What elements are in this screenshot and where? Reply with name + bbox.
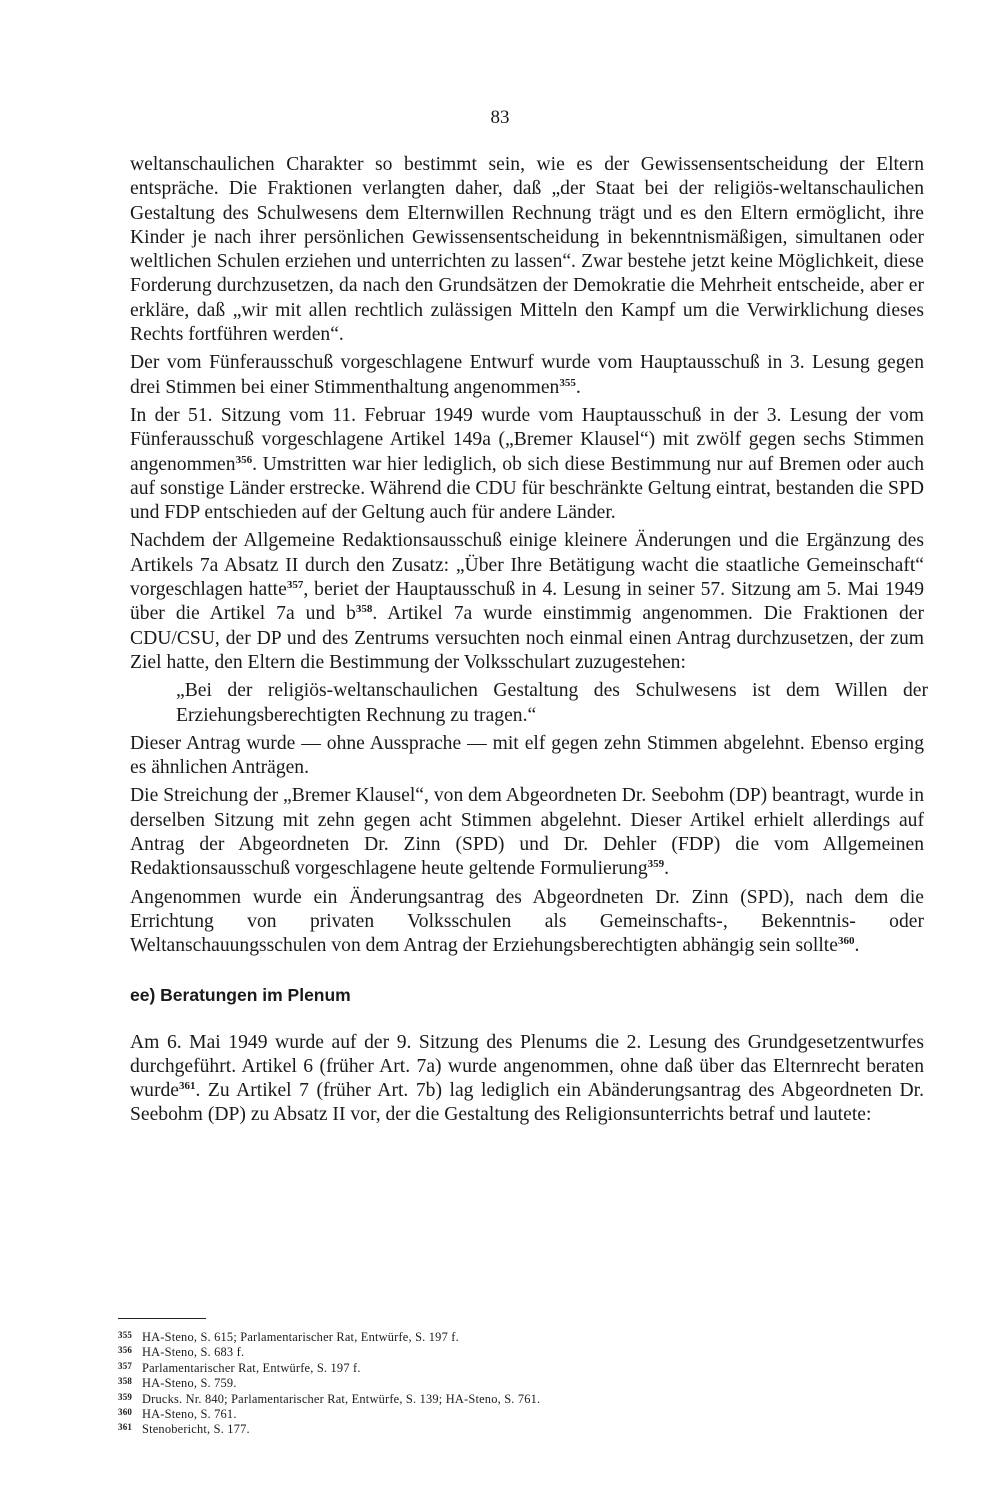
- paragraph-text: Der vom Fünferausschuß vorgeschlagene Entwurf wurde vom Hauptausschuß in 3. Lesung gegen drei Stimmen bei einer Stimmenthaltung angenommen: [130, 352, 924, 398]
- footnote-text: Stenobericht, S. 177.: [142, 1422, 250, 1437]
- paragraph-text: Angenommen wurde ein Änderungsantrag des Abgeordneten Dr. Zinn (SPD), nach dem die Errichtung von privaten Volksschulen als Gemeinschafts-, Bekenntnis- oder Weltanschauungsschulen von dem Antrag der Erziehungsberechtigten abhängig sein sollte: [130, 886, 924, 957]
- footnote-text: HA-Steno, S. 759.: [142, 1376, 237, 1391]
- footnote-reference: 356: [235, 453, 253, 466]
- paragraph-text: Nachdem der Allgemeine Redaktionsausschuß einige kleinere Änderungen und die Ergänzung des Artikels 7a Absatz II durch den Zusatz: „Über Ihre Betätigung wacht die staatliche Gemeinschaft“ vorgeschlagen hatte: [130, 530, 924, 601]
- footnotes: [118, 1330, 818, 1438]
- footnote-divider: [118, 1318, 206, 1319]
- footnote-number: 359: [118, 1391, 133, 1402]
- paragraph-text: In der 51. Sitzung vom 11. Februar 1949 wurde vom Hauptausschuß in der 3. Lesung der vom Fünferausschuß vorgeschlagene Artikel 149a („Bremer Klausel“) mit zwölf gegen sechs Stimmen angenommen: [130, 404, 924, 475]
- footnote: [118, 1345, 818, 1360]
- footnote-text: HA-Steno, S. 615; Parlamentarischer Rat, Entwürfe, S. 197 f.: [142, 1330, 459, 1344]
- footnote-number: 357: [118, 1360, 133, 1371]
- paragraph-text: .: [664, 858, 670, 880]
- footnote-text: Drucks. Nr. 840; Parlamentarischer Rat, Entwürfe, S. 139; HA-Steno, S. 761.: [142, 1391, 541, 1406]
- footnote-reference: 358: [355, 603, 373, 616]
- footnote-reference: 359: [647, 858, 665, 871]
- paragraph: [130, 784, 924, 881]
- body-text: [130, 153, 928, 1132]
- section-heading: ee) Beratungen im Plenum: [130, 984, 351, 1005]
- paragraph-text: Die Streichung der „Bremer Klausel“, von dem Abgeordneten Dr. Seebohm (DP) beantragt, wurde in derselben Sitzung mit zehn gegen acht Stimmen abgelehnt. Dieser Artikel erhielt allerdings auf Antrag der Abgeordneten Dr. Zinn (SPD) und Dr. Dehler (FDP) die vom Allgemeinen Redaktionsausschuß vorgeschlagene heute geltende Formulierung: [130, 785, 924, 880]
- footnote-number: 355: [118, 1330, 133, 1340]
- footnote: [118, 1376, 818, 1391]
- paragraph-text: . Artikel 7a wurde einstimmig angenommen. Die Fraktionen der CDU/CSU, der DP und des Zentrums versuchten noch einmal einen Antrag durchzusetzen, der zum Ziel hatte, den Eltern die Bestimmung der Volksschulart zuzugestehen:: [130, 603, 924, 673]
- footnote-number: 358: [118, 1376, 133, 1387]
- paragraph-text: Am 6. Mai 1949 wurde auf der 9. Sitzung des Plenums die 2. Lesung des Grundgesetzentwurfes durchgeführt. Artikel 6 (früher Art. 7a) wurde angenommen, ohne daß über das Elternrecht beraten wurde: [130, 1031, 924, 1102]
- footnote-number: 356: [118, 1345, 133, 1356]
- footnote-number: 361: [118, 1422, 133, 1433]
- paragraph: [130, 1031, 924, 1128]
- paragraph: [130, 351, 924, 400]
- footnote: [118, 1330, 818, 1345]
- paragraph-text: .: [854, 935, 860, 957]
- footnote-reference: 355: [559, 376, 576, 389]
- page-number: 83: [490, 107, 510, 128]
- footnote: [118, 1422, 818, 1437]
- footnote-reference: 357: [286, 579, 304, 592]
- footnote: [118, 1392, 818, 1407]
- paragraph: Dieser Antrag wurde — ohne Aussprache — mit elf gegen zehn Stimmen abgelehnt. Ebenso erging es ähnlichen Anträgen.: [130, 732, 924, 779]
- paragraph-text: .: [575, 376, 581, 398]
- paragraph: [130, 529, 924, 675]
- footnote-text: Parlamentarischer Rat, Entwürfe, S. 197 f.: [142, 1360, 361, 1375]
- footnote-number: 360: [118, 1407, 133, 1418]
- paragraph: [130, 404, 924, 525]
- paragraph: [130, 886, 924, 959]
- paragraph-text: . Umstritten war hier lediglich, ob sich diese Bestimmung nur auf Bremen oder auch auf sonstige Länder erstrecke. Während die CDU für beschränkte Geltung eintrat, bestanden die SPD und FDP entschieden auf der Geltung auch für andere Länder.: [130, 453, 924, 524]
- footnote-reference: 361: [178, 1080, 196, 1093]
- footnote-text: HA-Steno, S. 761.: [142, 1407, 237, 1422]
- footnote-reference: 360: [837, 935, 855, 948]
- paragraph-text: , beriet der Hauptausschuß in 4. Lesung in seiner 57. Sitzung am 5. Mai 1949 über die Artikel 7a und b: [130, 579, 924, 625]
- paragraph: weltanschaulichen Charakter so bestimmt sein, wie es der Gewissensentscheidung der Eltern entspräche. Die Fraktionen verlangten daher, daß „der Staat bei der religiös-weltanschaulichen Gestaltung des Schulwesens dem Elternwillen Rechnung trägt und es den Eltern ermöglicht, ihre Kinder je nach ihrer persönlichen Gewissensentscheidung in bekenntnismäßigen, simultanen oder weltlichen Schulen erziehen und unterrichten zu lassen“. Zwar bestehe jetzt keine Möglichkeit, diese Forderung durchzusetzen, da nach den Grundsätzen der Demokratie die Mehrheit entscheide, aber er erkläre, daß „wir mit allen rechtlich zulässigen Mitteln den Kampf um die Verwirklichung dieses Rechts fortführen werden“.: [130, 154, 924, 346]
- footnote: [118, 1407, 818, 1422]
- paragraph-text: . Zu Artikel 7 (früher Art. 7b) lag lediglich ein Abänderungsantrag des Abgeordneten Dr. Seebohm (DP) zu Absatz II vor, der die Gestaltung des Religionsunterrichts betraf und lautete:: [130, 1080, 924, 1126]
- footnote: [118, 1361, 818, 1376]
- footnote-text: HA-Steno, S. 683 f.: [142, 1345, 245, 1360]
- block-quote: „Bei der religiös-weltanschaulichen Gestaltung des Schulwesens ist dem Willen der Erziehungsberechtigten Rechnung zu tragen.“: [176, 680, 928, 726]
